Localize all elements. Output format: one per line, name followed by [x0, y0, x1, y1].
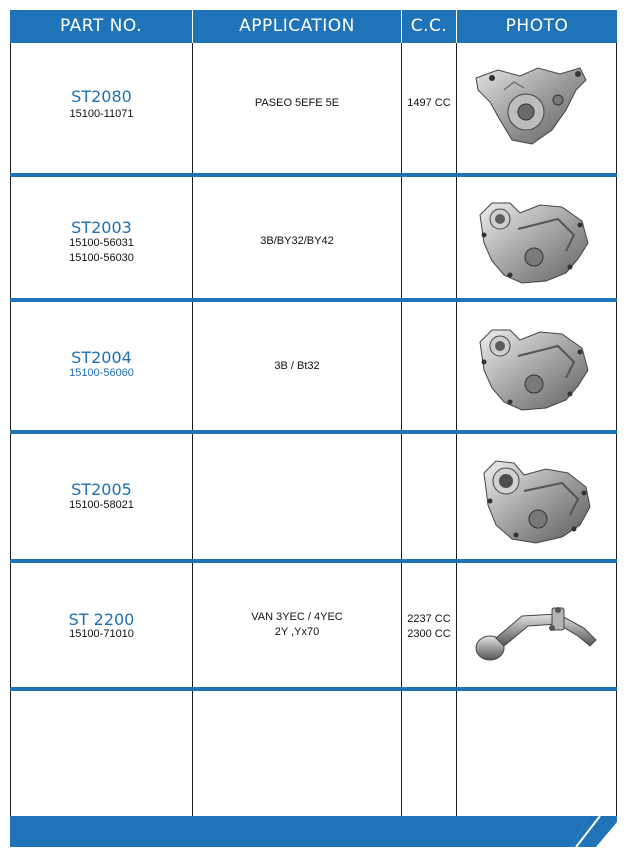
part-number: ST 2200	[68, 610, 135, 629]
timing-cover-photo	[472, 455, 602, 550]
oem-number: 15100-71010	[69, 628, 134, 640]
application-cell	[193, 302, 401, 430]
application-cell	[193, 177, 401, 298]
application-text: VAN 3YEC / 4YEC	[251, 611, 343, 623]
oem-number: 15100-56060	[69, 367, 134, 379]
oem-number: 15100-56031	[69, 237, 134, 249]
footer-bar	[10, 816, 617, 847]
table-row	[11, 177, 192, 298]
application-text: 3B / Bt32	[274, 360, 320, 372]
application-cell	[193, 563, 401, 687]
application-text: PASEO 5EFE 5E	[254, 97, 340, 109]
table-row	[11, 434, 192, 559]
cc-cell	[402, 563, 456, 687]
cc-text: 2237 CC	[407, 613, 451, 625]
cc-text: 1497 CC	[407, 97, 451, 109]
header-photo: PHOTO	[505, 16, 569, 36]
oem-number: 15100-56030	[69, 252, 134, 264]
part-number: ST2080	[71, 87, 132, 106]
timing-cover-photo	[470, 195, 600, 290]
part-number: ST2004	[71, 348, 132, 367]
table-row	[11, 302, 192, 430]
cc-cell	[402, 43, 456, 173]
timing-cover-with-pump-photo	[468, 60, 600, 160]
oem-number: 15100-11071	[69, 108, 134, 120]
header-part-no: PART NO.	[60, 16, 142, 36]
table-row	[11, 563, 192, 687]
oem-number: 15100-58021	[69, 499, 134, 511]
application-text: 3B/BY32/BY42	[260, 235, 334, 247]
part-number: ST2005	[71, 480, 132, 499]
table-row	[11, 43, 192, 173]
cc-text: 2300 CC	[407, 628, 451, 640]
timing-cover-photo	[470, 322, 600, 417]
application-cell	[193, 43, 401, 173]
header-cc: C.C.	[410, 16, 448, 36]
oil-pump-pickup-photo	[468, 588, 602, 668]
application-text: 2Y ,Yx70	[274, 626, 320, 638]
part-number: ST2003	[71, 218, 132, 237]
table-header	[10, 10, 617, 43]
row-divider	[10, 687, 617, 691]
header-application: APPLICATION	[239, 16, 355, 36]
